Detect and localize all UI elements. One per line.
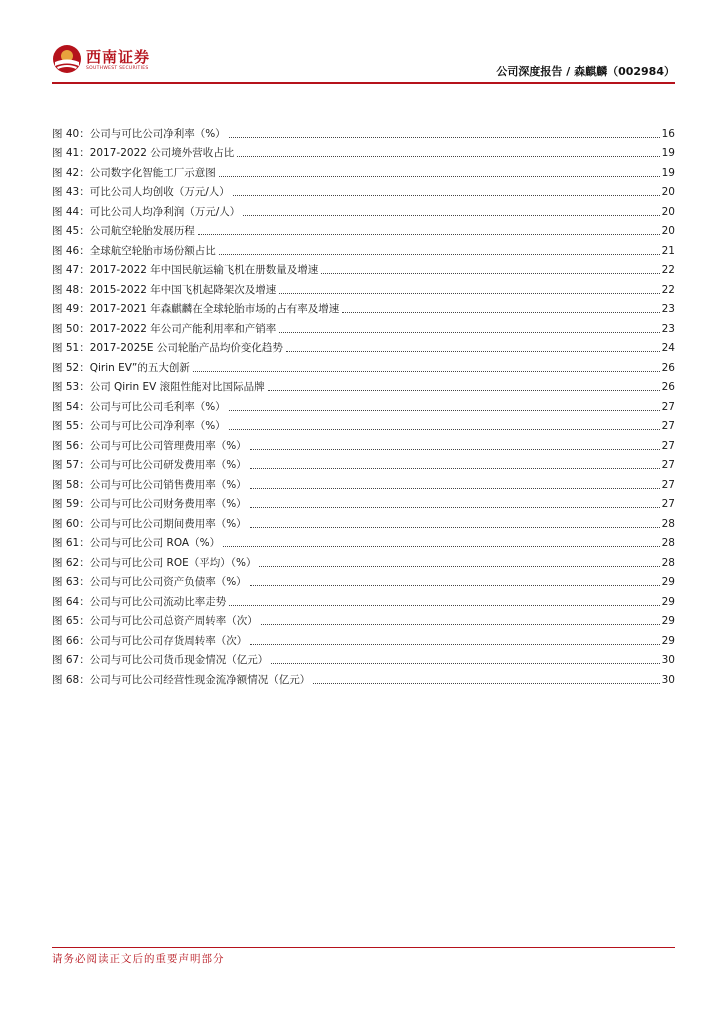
toc-dot-leader: [229, 605, 659, 606]
toc-entry-label: 图 52：Qirin EV”的五大创新: [52, 361, 190, 374]
toc-entry-page: 27: [661, 478, 675, 491]
toc-entry[interactable]: [52, 258, 675, 278]
toc-entry-label: 图 58：公司与可比公司销售费用率（%）: [52, 478, 247, 491]
toc-dot-leader: [342, 312, 659, 313]
logo-mark-icon: [52, 44, 82, 74]
toc-entry-label: 图 62：公司与可比公司 ROE（平均）（%）: [52, 556, 257, 569]
toc-entry-label: 图 68：公司与可比公司经营性现金流净额情况（亿元）: [52, 673, 311, 686]
toc-dot-leader: [219, 254, 660, 255]
toc-entry-page: 28: [661, 556, 675, 569]
toc-dot-leader: [229, 429, 660, 430]
toc-dot-leader: [279, 332, 659, 333]
toc-entry[interactable]: [52, 121, 675, 141]
toc-dot-leader: [229, 410, 660, 411]
toc-entry-page: 24: [661, 342, 675, 354]
toc-dot-leader: [250, 527, 660, 528]
toc-entry[interactable]: [52, 297, 675, 317]
toc-entry-label: 图 43：可比公司人均创收（万元/人）: [52, 186, 230, 198]
footer-divider: [52, 947, 675, 948]
toc-entry[interactable]: [52, 316, 675, 336]
toc-entry[interactable]: [52, 394, 675, 414]
toc-entry[interactable]: [52, 511, 675, 531]
toc-dot-leader: [250, 468, 660, 469]
toc-entry[interactable]: [52, 433, 675, 453]
toc-entry[interactable]: [52, 277, 675, 297]
toc-dot-leader: [268, 390, 660, 391]
toc-entry-label: 图 45：公司航空轮胎发展历程: [52, 225, 195, 237]
toc-entry-label: 图 41：2017-2022 公司境外营收占比: [52, 147, 235, 159]
toc-dot-leader: [250, 449, 660, 450]
toc-dot-leader: [271, 663, 659, 664]
toc-dot-leader: [250, 488, 660, 489]
toc-entry-label: 图 64：公司与可比公司流动比率走势: [52, 595, 227, 608]
toc-entry-page: 27: [661, 400, 675, 413]
toc-entry[interactable]: [52, 160, 675, 180]
toc-entry-page: 27: [661, 459, 675, 471]
toc-entry[interactable]: [52, 375, 675, 395]
toc-entry-page: 26: [661, 381, 675, 393]
toc-entry-label: 图 46：全球航空轮胎市场份额占比: [52, 244, 216, 257]
toc-entry-label: 图 56：公司与可比公司管理费用率（%）: [52, 439, 247, 452]
toc-dot-leader: [321, 273, 659, 274]
toc-dot-leader: [198, 234, 660, 235]
toc-entry-label: 图 67：公司与可比公司货币现金情况（亿元）: [52, 654, 269, 666]
toc-entry-label: 图 44：可比公司人均净利润（万元/人）: [52, 205, 241, 218]
toc-entry-page: 21: [661, 244, 675, 257]
page-header: [52, 40, 675, 82]
toc-entry[interactable]: [52, 550, 675, 570]
toc-entry-page: 29: [661, 634, 675, 647]
toc-entry-page: 23: [661, 322, 675, 335]
toc-entry[interactable]: [52, 199, 675, 219]
toc-dot-leader: [193, 371, 660, 372]
toc-entry-page: 27: [661, 439, 675, 452]
toc-dot-leader: [313, 683, 659, 684]
header-divider: [52, 82, 675, 84]
report-title: 公司深度报告 / 森麒麟（002984）: [496, 65, 675, 78]
toc-entry-page: 27: [661, 420, 675, 432]
toc-dot-leader: [237, 156, 659, 157]
toc-entry-label: 图 65：公司与可比公司总资产周转率（次）: [52, 615, 258, 627]
toc-entry[interactable]: [52, 648, 675, 668]
toc-entry-page: 29: [661, 595, 675, 608]
toc-entry[interactable]: [52, 628, 675, 648]
toc-entry-label: 图 66：公司与可比公司存货周转率（次）: [52, 634, 248, 647]
toc-entry[interactable]: [52, 180, 675, 200]
toc-entry[interactable]: [52, 238, 675, 258]
toc-entry-label: 图 54：公司与可比公司毛利率（%）: [52, 400, 226, 413]
toc-entry-label: 图 48：2015-2022 年中国飞机起降架次及增速: [52, 283, 277, 296]
toc-dot-leader: [250, 644, 659, 645]
toc-entry-label: 图 57：公司与可比公司研发费用率（%）: [52, 459, 247, 471]
toc-entry[interactable]: [52, 414, 675, 434]
toc-entry[interactable]: [52, 531, 675, 551]
toc-entry-label: 图 51：2017-2025E 公司轮胎产品均价变化趋势: [52, 342, 283, 354]
toc-entry[interactable]: [52, 570, 675, 590]
toc-entry-page: 26: [661, 361, 675, 374]
logo-chinese-name: 西南证券: [86, 48, 151, 66]
toc-entry-label: 图 50：2017-2022 年公司产能利用率和产销率: [52, 322, 277, 335]
toc-entry-label: 图 61：公司与可比公司 ROA（%）: [52, 537, 221, 549]
toc-dot-leader: [259, 566, 659, 567]
toc-entry-page: 30: [661, 673, 675, 686]
toc-entry[interactable]: [52, 589, 675, 609]
toc-entry-label: 图 63：公司与可比公司资产负债率（%）: [52, 576, 247, 588]
toc-entry[interactable]: [52, 355, 675, 375]
figure-index-list: [52, 121, 675, 687]
toc-entry[interactable]: [52, 472, 675, 492]
toc-entry-label: 图 47：2017-2022 年中国民航运输飞机在册数量及增速: [52, 264, 319, 276]
toc-entry-label: 图 53：公司 Qirin EV 滚阻性能对比国际品牌: [52, 381, 265, 393]
toc-dot-leader: [250, 507, 660, 508]
toc-entry-label: 图 40：公司与可比公司净利率（%）: [52, 127, 226, 140]
toc-dot-leader: [250, 585, 660, 586]
toc-entry-page: 19: [661, 166, 675, 179]
toc-dot-leader: [233, 195, 660, 196]
toc-entry-page: 16: [661, 127, 675, 140]
toc-entry-label: 图 55：公司与可比公司净利率（%）: [52, 420, 226, 432]
toc-entry-page: 20: [661, 225, 675, 237]
toc-entry[interactable]: [52, 492, 675, 512]
toc-entry-page: 22: [661, 283, 675, 296]
toc-entry-page: 28: [661, 517, 675, 530]
toc-entry[interactable]: [52, 336, 675, 356]
toc-entry-label: 图 49：2017-2021 年森麒麟在全球轮胎市场的占有率及增速: [52, 303, 340, 315]
toc-entry-page: 30: [661, 654, 675, 666]
toc-entry[interactable]: [52, 141, 675, 161]
toc-entry[interactable]: [52, 609, 675, 629]
toc-entry-page: 19: [661, 147, 675, 159]
toc-entry-page: 28: [661, 537, 675, 549]
toc-entry-page: 29: [661, 576, 675, 588]
toc-dot-leader: [243, 215, 659, 216]
footer-notice: 请务必阅读正文后的重要声明部分: [52, 953, 225, 965]
toc-dot-leader: [286, 351, 660, 352]
toc-entry-page: 22: [661, 264, 675, 276]
toc-entry[interactable]: [52, 219, 675, 239]
toc-entry-page: 20: [661, 186, 675, 198]
toc-entry[interactable]: [52, 667, 675, 687]
toc-entry-label: 图 59：公司与可比公司财务费用率（%）: [52, 498, 247, 510]
toc-dot-leader: [219, 176, 660, 177]
toc-entry[interactable]: [52, 453, 675, 473]
toc-dot-leader: [279, 293, 659, 294]
toc-entry-page: 29: [661, 615, 675, 627]
toc-entry-page: 20: [661, 205, 675, 218]
toc-dot-leader: [223, 546, 660, 547]
toc-entry-page: 23: [661, 303, 675, 315]
toc-entry-page: 27: [661, 498, 675, 510]
toc-entry-label: 图 42：公司数字化智能工厂示意图: [52, 166, 216, 179]
toc-dot-leader: [229, 137, 660, 138]
toc-entry-label: 图 60：公司与可比公司期间费用率（%）: [52, 517, 247, 530]
logo-english-name: SOUTHWEST SECURITIES: [86, 66, 149, 71]
toc-dot-leader: [261, 624, 660, 625]
